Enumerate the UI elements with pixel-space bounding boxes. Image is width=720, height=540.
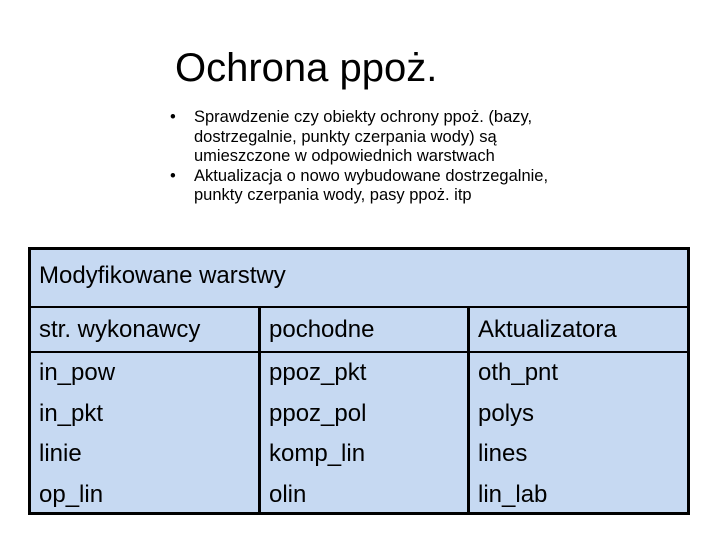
column-header: str. wykonawcy (39, 316, 201, 343)
layer-name: olin (269, 480, 307, 508)
layer-name: op_lin (39, 480, 104, 508)
column-header: Aktualizatora (478, 316, 617, 343)
layer-list-cell (470, 353, 687, 512)
layer-name: ppoz_pkt (269, 359, 367, 386)
bullet-list (168, 108, 638, 206)
layer-name: lines (478, 440, 528, 467)
table-caption: Modyfikowane warstwy (39, 262, 286, 289)
bullet-text-line: umieszczone w odpowiednich warstwach (194, 147, 495, 165)
bullet-marker: • (170, 166, 176, 185)
layer-name: ppoz_pol (269, 399, 367, 427)
bullet-text-line: dostrzegalnie, punkty czerpania wody) są (194, 127, 497, 146)
bullet-item (168, 108, 638, 167)
header-cell (261, 308, 467, 351)
slide-title: Ochrona ppoż. (175, 46, 438, 90)
layer-list-cell (31, 353, 258, 512)
layer-name: linie (39, 440, 82, 467)
bullet-text-line: Sprawdzenie czy obiekty ochrony ppoż. (bazy, (194, 108, 533, 126)
layer-list-cell (261, 353, 467, 512)
bullet-marker: • (170, 108, 176, 126)
column-header: pochodne (269, 316, 375, 343)
bullet-text-line: Aktualizacja o nowo wybudowane dostrzegalnie, (194, 166, 549, 185)
header-cell (470, 308, 687, 351)
layer-name: in_pow (39, 359, 116, 386)
layer-name: lin_lab (478, 480, 548, 508)
layers-table (28, 247, 690, 515)
layer-name: komp_lin (269, 440, 366, 467)
layer-name: oth_pnt (478, 359, 559, 386)
bullet-text-line: punkty czerpania wody, pasy ppoż. itp (194, 186, 472, 204)
bullet-item (168, 167, 638, 206)
layer-name: polys (478, 399, 535, 427)
header-cell (31, 308, 258, 351)
table-caption-cell (31, 250, 687, 306)
layer-name: in_pkt (39, 399, 104, 427)
